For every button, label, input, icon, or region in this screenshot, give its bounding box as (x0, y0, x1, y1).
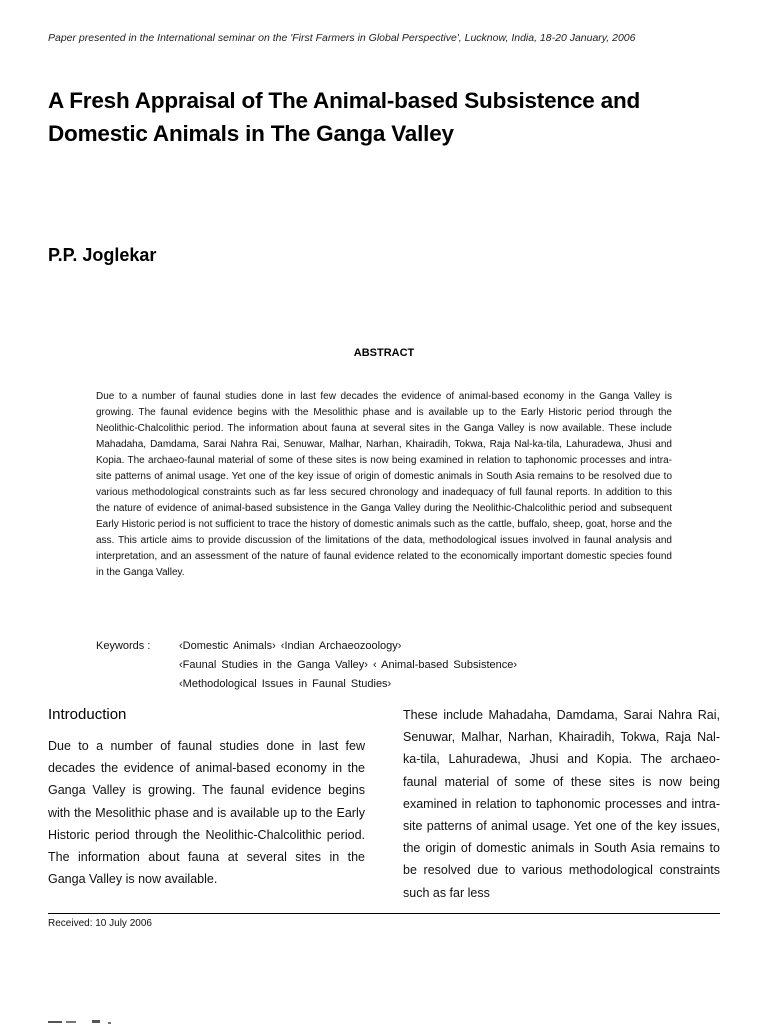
introduction-paragraph-continued: These include Mahadaha, Damdama, Sarai Nahra Rai, Senuwar, Malhar, Narhan, Khairadih, Tokwa, Raja Nal-ka-tila, Lahuradewa, Jhusi and Kopia. The archaeo-faunal material of some of these sites is now being examined in relation to taphonomic processes and intra-site patterns of animal usage. Yet one of the key issues, the origin of domestic animals in South Asia remains to be resolved due to various methodological constraints such as far less (403, 708, 720, 900)
introduction-paragraph: Due to a number of faunal studies done in last few decades the evidence of animal-based economy in the Ganga Valley is growing. The faunal evidence begins with the Mesolithic phase and is available up to the Early Historic period through the Neolithic-Chalcolithic period. The information about fauna at several sites in the Ganga Valley is now available. (48, 739, 365, 887)
footnote-divider (48, 913, 720, 914)
abstract-heading: ABSTRACT (353, 347, 415, 359)
keywords-label: Keywords : (96, 640, 151, 652)
keyword-line: ‹Domestic Animals› ‹Indian Archaeozoology› (179, 640, 402, 652)
introduction-heading: Introduction (48, 706, 127, 723)
paper-title: A Fresh Appraisal of The Animal-based Subsistence and Domestic Animals in The Ganga Valley (48, 88, 641, 146)
abstract-text: Due to a number of faunal studies done in last few decades the evidence of animal-based economy in the Ganga Valley is growing. The faunal evidence begins with the Mesolithic phase and is available up to the Early Historic period through the Neolithic-Chalcolithic period. The information about fauna at several sites in the Ganga Valley is now available. These include Mahadaha, Damdama, Sarai Nahra Rai, Senuwar, Malhar, Narhan, Khairadih, Tokwa, Raja Nal-ka-tila, Lahuradewa, Jhusi and Kopia. The archaeo-faunal material of some of these sites is now being examined in relation to taphonomic processes and intra-site patterns of animal usage. Yet one of the key issue of origin of domestic animals in South Asia remains to be resolved due to various methodological constraints such as far less secured chronology and inadequacy of full faunal reports. In addition to this the nature of evidence of animal-based subsistence in the Ganga Valley during the Neolithic-Chalcolithic period and subsequent Early Historic period is not sufficient to trace the history of domestic animals such as the cattle, buffalo, sheep, goat, horse and the ass. This article aims to provide discussion of the limitations of the data, methodological issues involved in faunal analysis and interpretation, and an assessment of the nature of faunal evidence related to the economically important domestic species found in the Ganga Valley. (96, 391, 672, 578)
body-right-column (403, 705, 720, 904)
keyword-line: ‹Faunal Studies in the Ganga Valley› ‹ Animal-based Subsistence› (179, 659, 518, 671)
keyword-line: ‹Methodological Issues in Faunal Studies› (179, 678, 392, 690)
keywords-list (179, 637, 659, 694)
conference-note: Paper presented in the International seminar on the 'First Farmers in Global Perspective', Lucknow, India, 18-20 January, 2006 (48, 32, 636, 44)
page-edge-mark (48, 1018, 138, 1024)
received-date: Received: 10 July 2006 (48, 918, 152, 929)
author-name: P.P. Joglekar (48, 245, 157, 265)
body-left-column (48, 705, 365, 890)
